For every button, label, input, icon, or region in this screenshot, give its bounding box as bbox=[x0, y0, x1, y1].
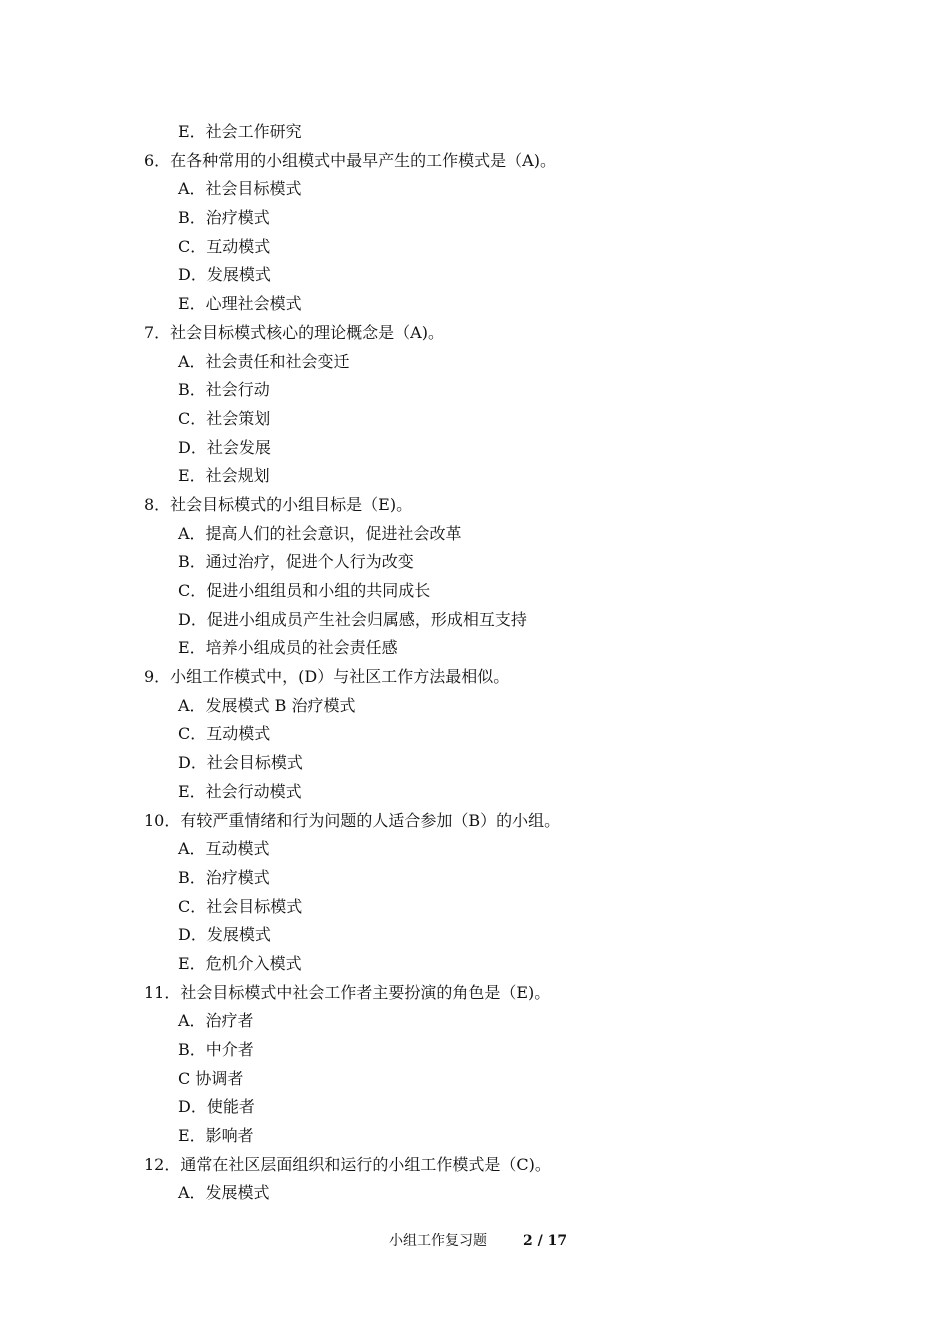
footer-title: 小组工作复习题 bbox=[389, 1233, 487, 1249]
answer-option: C．促进小组组员和小组的共同成长 bbox=[178, 581, 431, 600]
question-text: 8．社会目标模式的小组目标是（E)。 bbox=[144, 494, 413, 514]
answer-option: C．社会策划 bbox=[178, 408, 271, 428]
answer-option: E．社会规划 bbox=[178, 466, 270, 486]
page-number: 2 / 17 bbox=[523, 1233, 568, 1249]
answer-option: D．社会发展 bbox=[178, 437, 271, 457]
answer-option: A．社会责任和社会变迁 bbox=[178, 351, 350, 371]
answer-option: E．心理社会模式 bbox=[178, 294, 302, 314]
answer-option: A．治疗者 bbox=[178, 1011, 254, 1031]
answer-option: B．通过治疗，促进个人行为改变 bbox=[178, 552, 414, 572]
question-text: 6．在各种常用的小组模式中最早产生的工作模式是（A)。 bbox=[144, 150, 556, 170]
answer-option: A．提高人们的社会意识，促进社会改革 bbox=[178, 523, 462, 543]
answer-option: A．互动模式 bbox=[178, 839, 270, 859]
answer-option: D．社会目标模式 bbox=[178, 753, 303, 773]
answer-option: E．社会行动模式 bbox=[178, 781, 302, 801]
question-list bbox=[144, 118, 844, 1208]
question-text: 7．社会目标模式核心的理论概念是（A)。 bbox=[144, 322, 444, 342]
answer-option: E．社会工作研究 bbox=[178, 122, 302, 141]
answer-option: C．互动模式 bbox=[178, 236, 271, 256]
answer-option: A．发展模式 B 治疗模式 bbox=[178, 695, 356, 715]
answer-option: C．互动模式 bbox=[178, 724, 271, 744]
answer-option: E．培养小组成员的社会责任感 bbox=[178, 638, 398, 658]
question-text: 12．通常在社区层面组织和运行的小组工作模式是（C)。 bbox=[144, 1154, 551, 1174]
page-footer bbox=[0, 1231, 950, 1251]
answer-option: D．使能者 bbox=[178, 1097, 255, 1117]
answer-option: A．发展模式 bbox=[178, 1183, 270, 1203]
answer-option: B．治疗模式 bbox=[178, 208, 270, 228]
answer-option: B．治疗模式 bbox=[178, 867, 270, 887]
answer-option: D．发展模式 bbox=[178, 265, 271, 285]
answer-option: A．社会目标模式 bbox=[178, 179, 302, 199]
answer-option: C．社会目标模式 bbox=[178, 896, 303, 916]
answer-option: E．危机介入模式 bbox=[178, 953, 302, 973]
question-text: 10．有较严重情绪和行为问题的人适合参加（B）的小组。 bbox=[144, 810, 561, 830]
answer-option: B．社会行动 bbox=[178, 380, 270, 400]
question-text: 11．社会目标模式中社会工作者主要扮演的角色是（E)。 bbox=[144, 982, 551, 1002]
answer-option: E．影响者 bbox=[178, 1126, 254, 1146]
answer-option: D．发展模式 bbox=[178, 925, 271, 945]
question-text: 9．小组工作模式中，(D）与社区工作方法最相似。 bbox=[144, 667, 510, 687]
answer-option: C 协调者 bbox=[178, 1068, 244, 1088]
answer-option: B．中介者 bbox=[178, 1040, 254, 1059]
answer-option: D．促进小组成员产生社会归属感，形成相互支持 bbox=[178, 609, 527, 629]
